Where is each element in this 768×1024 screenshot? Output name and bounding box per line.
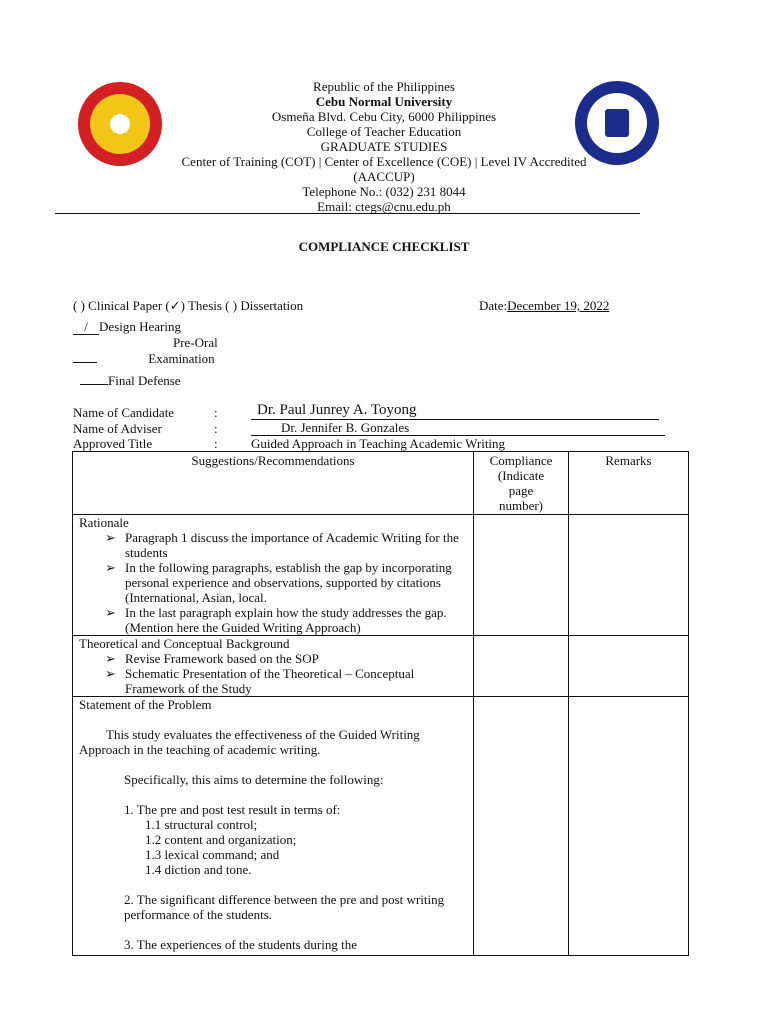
final-defense-row bbox=[80, 372, 181, 388]
document-title: COMPLIANCE CHECKLIST bbox=[298, 239, 470, 254]
date-row bbox=[479, 298, 609, 313]
list-item bbox=[99, 530, 467, 560]
rationale-list bbox=[79, 530, 467, 635]
final-defense-blank bbox=[80, 372, 108, 385]
adviser-value: Dr. Jennifer B. Gonzales bbox=[251, 420, 665, 436]
compliance-header bbox=[474, 452, 569, 515]
pre-oral-row bbox=[73, 350, 215, 366]
remarks-cell bbox=[569, 515, 689, 636]
sop-specifically: Specifically, this aims to determine the following: bbox=[124, 772, 384, 787]
list-item bbox=[99, 651, 467, 666]
pre-oral-blank bbox=[73, 350, 97, 363]
sop-question-2: 2. The significant difference between the pre and post writing performance of the students. bbox=[124, 892, 445, 922]
sop-question-1-2: 1.2 content and organization; bbox=[145, 832, 297, 847]
sop-heading: Statement of the Problem bbox=[79, 697, 212, 712]
table-row bbox=[73, 636, 689, 697]
university-name: Cebu Normal University bbox=[315, 94, 453, 109]
design-hearing-mark: / bbox=[73, 319, 99, 335]
compliance-cell bbox=[474, 636, 569, 697]
final-defense-label: Final Defense bbox=[108, 373, 181, 388]
approved-title-value: Guided Approach in Teaching Academic Writing bbox=[251, 436, 506, 451]
framework-cell bbox=[73, 636, 474, 697]
suggestions-header: Suggestions/Recommendations bbox=[73, 452, 474, 515]
list-item bbox=[99, 666, 467, 696]
compliance-cell bbox=[474, 515, 569, 636]
sop-question-1: 1. The pre and post test result in terms of: bbox=[124, 802, 341, 817]
list-item bbox=[99, 605, 467, 635]
sop-cell bbox=[73, 697, 474, 956]
arrow-bullet-icon: ➢ bbox=[105, 560, 116, 575]
compliance-header-line: number) bbox=[498, 498, 544, 513]
sop-intro: This study evaluates the effectiveness of the Guided Writing Approach in the teaching of academic writing. bbox=[79, 727, 420, 757]
sop-question-1-1: 1.1 structural control; bbox=[145, 817, 258, 832]
table-header-row bbox=[73, 452, 689, 515]
rationale-heading: Rationale bbox=[79, 515, 129, 530]
pre-oral-label: Pre-Oral bbox=[173, 335, 218, 350]
compliance-header-line: (Indicate bbox=[497, 468, 545, 483]
list-item bbox=[99, 560, 467, 605]
sop-question-1-4: 1.4 diction and tone. bbox=[145, 862, 252, 877]
telephone-line: Telephone No.: (032) 231 8044 bbox=[302, 184, 466, 199]
compliance-header-line: Compliance bbox=[489, 453, 553, 468]
candidate-label: Name of Candidate bbox=[73, 405, 175, 420]
compliance-table bbox=[72, 451, 689, 956]
adviser-label: Name of Adviser bbox=[73, 421, 162, 436]
paper-type-options: ( ) Clinical Paper (✓) Thesis ( ) Dissertation bbox=[73, 298, 304, 313]
address-line: Osmeña Blvd. Cebu City, 6000 Philippines bbox=[271, 109, 497, 124]
arrow-bullet-icon: ➢ bbox=[105, 530, 116, 545]
remarks-header: Remarks bbox=[569, 452, 689, 515]
unit-line: GRADUATE STUDIES bbox=[320, 139, 448, 154]
adviser-colon: : bbox=[214, 421, 218, 436]
email-line: Email: ctegs@cnu.edu.ph bbox=[317, 199, 451, 214]
header-divider bbox=[55, 213, 640, 214]
college-line: College of Teacher Education bbox=[306, 124, 462, 139]
design-hearing-label: Design Hearing bbox=[99, 319, 181, 334]
accreditation-line: Center of Training (COT) | Center of Excellence (COE) | Level IV Accredited bbox=[181, 154, 587, 169]
candidate-colon: : bbox=[214, 405, 218, 420]
list-item-text: Revise Framework based on the SOP bbox=[125, 651, 319, 666]
table-row bbox=[73, 697, 689, 956]
candidate-value: Dr. Paul Junrey A. Toyong bbox=[251, 401, 659, 420]
table-row bbox=[73, 515, 689, 636]
list-item-text: In the last paragraph explain how the study addresses the gap. (Mention here the Guided Writing Approach) bbox=[125, 605, 447, 635]
list-item-text: Paragraph 1 discuss the importance of Academic Writing for the students bbox=[125, 530, 459, 560]
letterhead bbox=[120, 79, 648, 214]
sop-question-1-3: 1.3 lexical command; and bbox=[145, 847, 280, 862]
sop-question-3: 3. The experiences of the students during the bbox=[124, 937, 357, 952]
accreditation-line-2: (AACCUP) bbox=[353, 169, 415, 184]
compliance-header-line: page bbox=[508, 483, 534, 498]
approved-title-label: Approved Title bbox=[73, 436, 153, 451]
remarks-cell bbox=[569, 636, 689, 697]
arrow-bullet-icon: ➢ bbox=[105, 605, 116, 620]
rationale-cell bbox=[73, 515, 474, 636]
design-hearing-row bbox=[73, 319, 181, 335]
approved-title-colon: : bbox=[214, 436, 218, 451]
framework-heading: Theoretical and Conceptual Background bbox=[79, 636, 290, 651]
pre-oral-label-2: Examination bbox=[148, 351, 215, 366]
remarks-cell bbox=[569, 697, 689, 956]
date-label: Date: bbox=[479, 298, 508, 313]
republic-line: Republic of the Philippines bbox=[313, 79, 455, 94]
date-value: December 19, 2022 bbox=[507, 298, 610, 313]
compliance-cell bbox=[474, 697, 569, 956]
arrow-bullet-icon: ➢ bbox=[105, 651, 116, 666]
arrow-bullet-icon: ➢ bbox=[105, 666, 116, 681]
framework-list bbox=[79, 651, 467, 696]
list-item-text: Schematic Presentation of the Theoretical – Conceptual Framework of the Study bbox=[125, 666, 415, 696]
list-item-text: In the following paragraphs, establish the gap by incorporating personal experience and observations, supported by citations (International, Asian, local. bbox=[125, 560, 452, 605]
